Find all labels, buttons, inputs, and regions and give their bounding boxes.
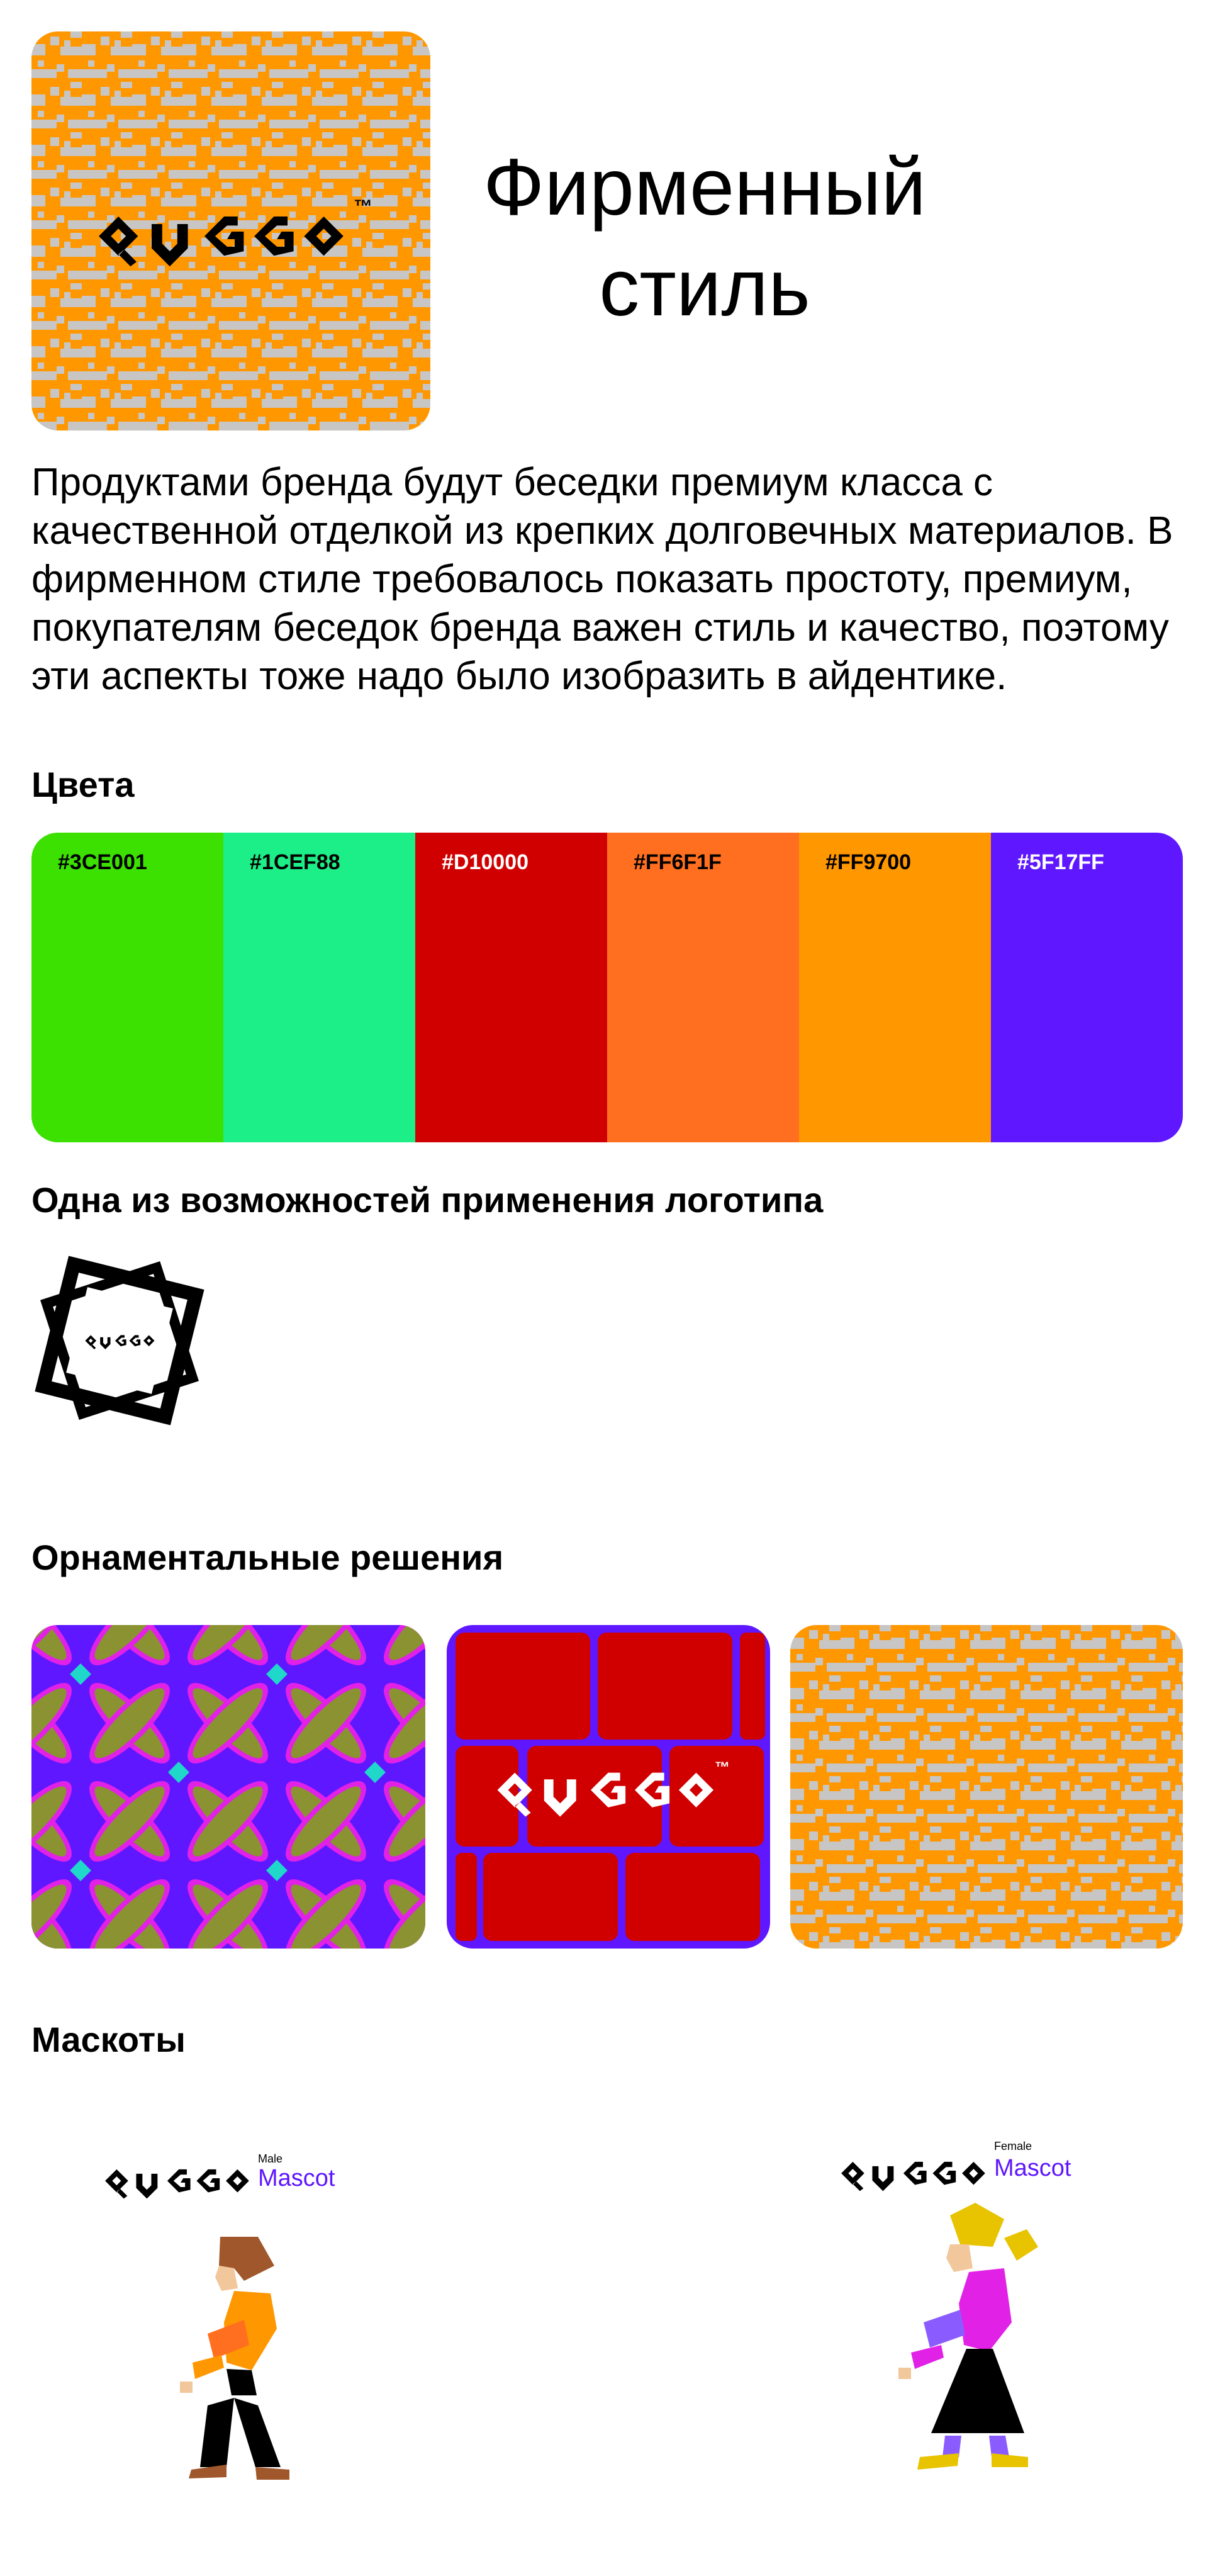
ornament-trademark: ™ [715,1759,730,1776]
male-mascot-figure [164,2228,315,2499]
logo-usage-heading: Одна из возможностей применения логотипа [31,1180,824,1220]
intro-paragraph: Продуктами бренда будут беседки премиум класса с качественной отделкой из крепких долговечных материалов. В фирменном стиле требовалось показать простоту, премиум, покупателям беседок бренда важен стиль и качество, поэтому эти аспекты тоже надо было изобразить в айдентике. [31,461,1173,698]
female-label-small: Female [994,2140,1032,2152]
ornament-floral-card [31,1625,425,1949]
page-title-line-2: стиль [599,243,810,333]
color-swatch [223,833,415,1142]
color-swatch-code: #FF6F1F [634,850,722,874]
brick-ornament-image [31,31,430,430]
page-title-line-1: Фирменный [483,142,927,232]
color-swatch-code: #D10000 [442,850,529,874]
color-swatch-code: #5F17FF [1017,850,1104,874]
color-swatch-code: #1CEF88 [250,850,340,874]
ornaments-heading: Орнаментальные решения [31,1538,504,1577]
ornament-brick-pattern-card [790,1625,1183,1949]
page-title [466,137,944,339]
female-mascot-logo [837,2140,1126,2184]
color-swatch [799,833,991,1142]
male-mascot-logo [101,2152,378,2190]
color-swatch [31,833,223,1142]
color-swatch [607,833,799,1142]
mascots-heading: Маскоты [31,2020,186,2059]
color-swatch [991,833,1183,1142]
ornament-brick-logo-card [447,1625,770,1949]
male-label-small: Male [258,2152,283,2165]
colors-heading: Цвета [31,765,135,804]
trademark-symbol: ™ [354,196,372,217]
hero-pattern-card [31,31,430,430]
color-swatch-code: #3CE001 [58,850,147,874]
female-label-big: Mascot [994,2155,1071,2181]
female-mascot-figure [881,2203,1057,2499]
male-label-big: Mascot [258,2165,335,2191]
color-swatch [415,833,607,1142]
color-swatch-code: #FF9700 [825,850,912,874]
rotated-logo-emblem [31,1252,208,1429]
color-palette [31,833,1183,1142]
